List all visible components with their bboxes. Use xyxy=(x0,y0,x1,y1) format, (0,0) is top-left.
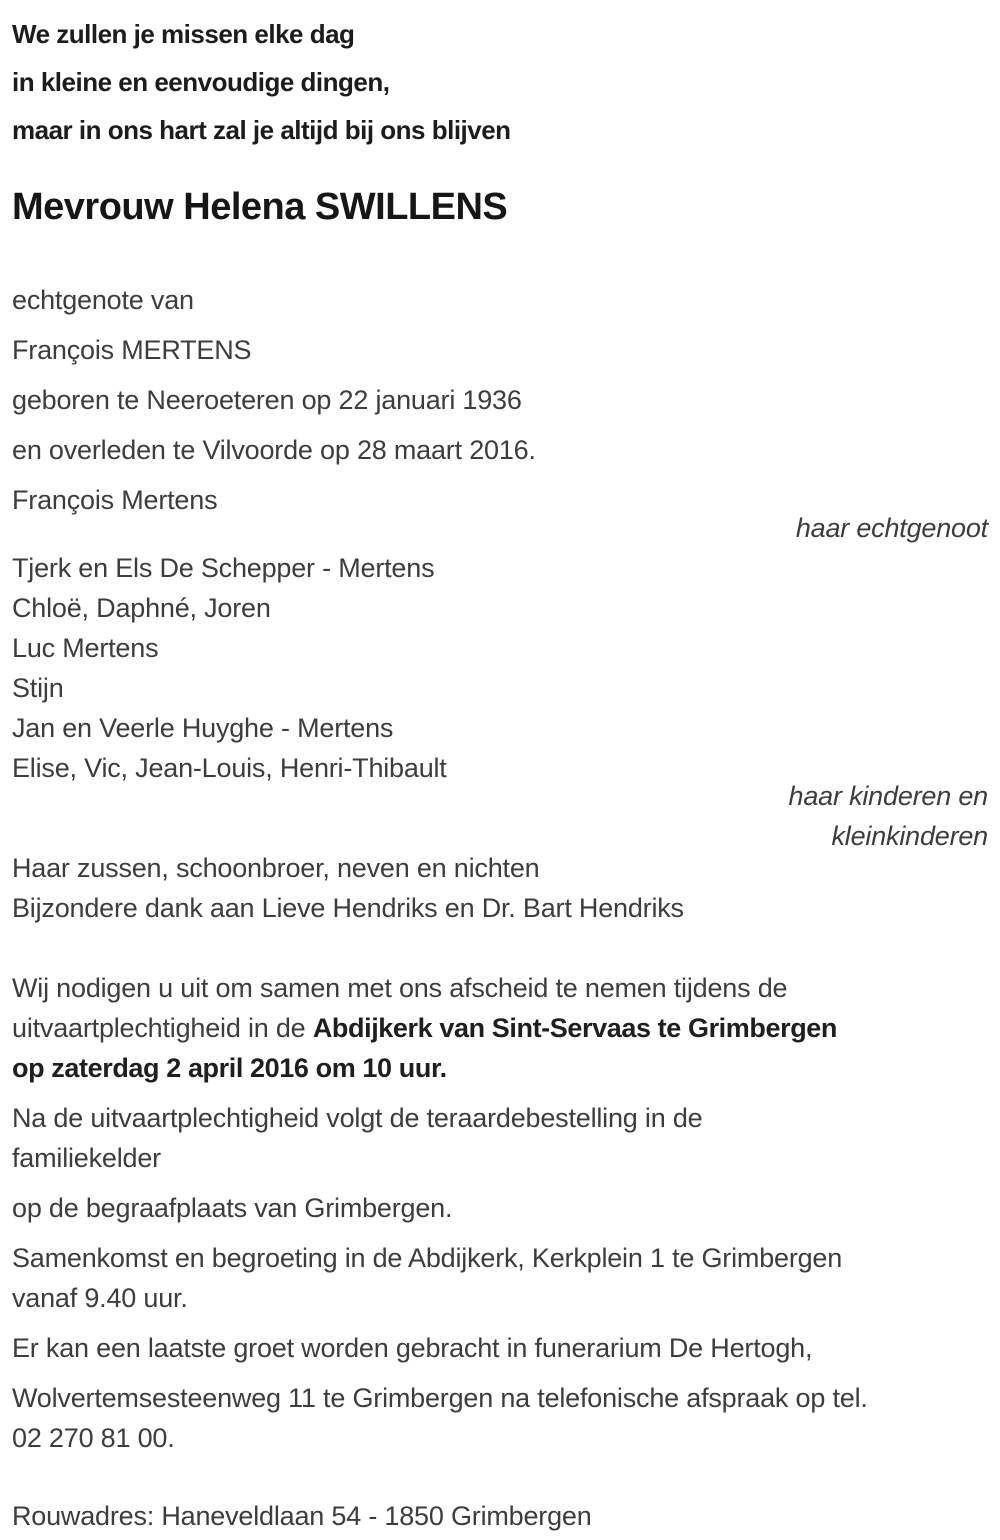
funerarium-line-3: 02 270 81 00. xyxy=(12,1423,175,1453)
burial-line-2: familiekelder xyxy=(12,1143,161,1173)
memorial-quote xyxy=(12,10,988,154)
birth-line: geboren te Neeroeteren op 22 januari 1936 xyxy=(12,385,522,415)
burial-paragraph xyxy=(12,1098,988,1228)
spouse-name: François Mertens xyxy=(12,485,218,515)
family-relation-label-1: haar kinderen en xyxy=(788,781,988,811)
relation-intro: echtgenote van xyxy=(12,285,194,315)
family-member-line: Elise, Vic, Jean-Louis, Henri-Thibault xyxy=(12,753,447,783)
quote-line-1: We zullen je missen elke dag xyxy=(12,19,355,49)
death-line: en overleden te Vilvoorde op 28 maart 2016. xyxy=(12,435,536,465)
family-list xyxy=(12,548,988,788)
gathering-line-2: vanaf 9.40 uur. xyxy=(12,1283,188,1313)
invitation-line-2 xyxy=(12,1008,988,1048)
gathering-line-1: Samenkomst en begroeting in de Abdijkerk, Kerkplein 1 te Grimbergen xyxy=(12,1243,843,1273)
spouse-relation-label: haar echtgenoot xyxy=(795,513,988,543)
funerarium-line-1: Er kan een laatste groet worden gebracht in funerarium De Hertogh, xyxy=(12,1333,813,1363)
quote-line-2: in kleine en eenvoudige dingen, xyxy=(12,67,390,97)
family-relation-label-2: kleinkinderen xyxy=(831,821,988,851)
relatives-line: Haar zussen, schoonbroer, neven en nichten xyxy=(12,853,540,883)
burial-line-1: Na de uitvaartplechtigheid volgt de teraardebestelling in de xyxy=(12,1103,703,1133)
gathering-paragraph xyxy=(12,1238,988,1318)
funerarium-line-2: Wolvertemsesteenweg 11 te Grimbergen na telefonische afspraak op tel. xyxy=(12,1383,868,1413)
quote-line-3: maar in ons hart zal je altijd bij ons blijven xyxy=(12,115,511,145)
spouse-name-caps: François MERTENS xyxy=(12,335,252,365)
family-member-line: Jan en Veerle Huyghe - Mertens xyxy=(12,713,394,743)
family-member-line: Chloë, Daphné, Joren xyxy=(12,593,271,623)
invitation-line-1: Wij nodigen u uit om samen met ons afscheid te nemen tijdens de xyxy=(12,973,788,1003)
invitation-line-2-bold: Abdijkerk van Sint-Servaas te Grimbergen xyxy=(312,1013,838,1043)
mourning-address: Rouwadres: Haneveldlaan 54 - 1850 Grimbergen xyxy=(12,1501,592,1531)
funerarium-paragraph xyxy=(12,1328,988,1458)
deceased-name-title: Mevrouw Helena SWILLENS xyxy=(12,186,508,228)
invitation-line-3: op zaterdag 2 april 2016 om 10 uur. xyxy=(12,1053,447,1083)
family-member-line: Luc Mertens xyxy=(12,633,159,663)
family-member-line: Tjerk en Els De Schepper - Mertens xyxy=(12,553,435,583)
thanks-line: Bijzondere dank aan Lieve Hendriks en Dr. Bart Hendriks xyxy=(12,893,684,923)
family-member-line: Stijn xyxy=(12,673,64,703)
burial-line-3: op de begraafplaats van Grimbergen. xyxy=(12,1193,453,1223)
invitation-line-2-normal: uitvaartplechtigheid in de xyxy=(12,1013,313,1043)
invitation-paragraph xyxy=(12,968,988,1088)
